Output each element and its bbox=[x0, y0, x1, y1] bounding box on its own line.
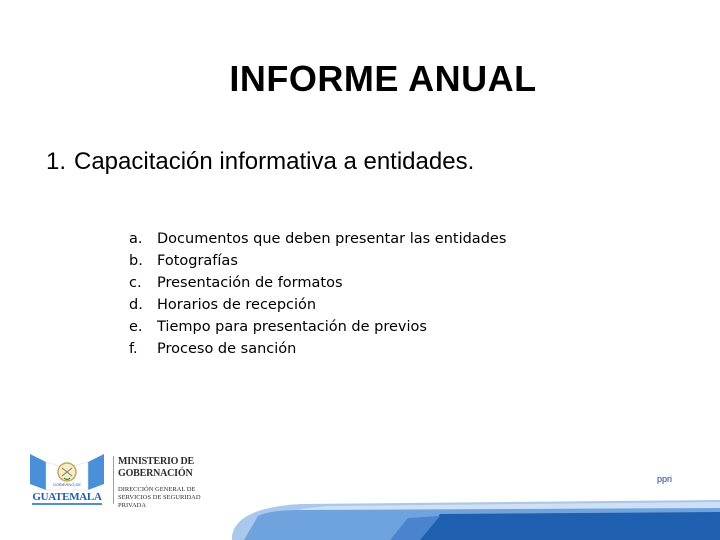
directorate-line-2: SERVICIOS DE SEGURIDAD PRIVADA bbox=[118, 494, 201, 509]
list-item bbox=[129, 228, 506, 250]
list-item-text: Documentos que deben presentar las entidades bbox=[157, 231, 507, 247]
list-item-letter: e. bbox=[129, 319, 143, 335]
svg-text:GOBIERNO DE: GOBIERNO DE bbox=[52, 482, 82, 487]
section-heading bbox=[46, 148, 474, 176]
section-heading-text: Capacitación informativa a entidades. bbox=[74, 148, 475, 175]
list-item-text: Fotografías bbox=[157, 253, 238, 269]
list-item-text: Proceso de sanción bbox=[157, 341, 297, 357]
directorate-line-1: DIRECCIÓN GENERAL DE bbox=[118, 486, 196, 493]
ministry-name: MINISTERIO DE GOBERNACIÓN bbox=[118, 456, 195, 479]
list-item-letter: d. bbox=[129, 297, 143, 313]
list-item-letter: b. bbox=[129, 253, 143, 269]
list-item bbox=[129, 294, 506, 316]
footer-tag: ppri bbox=[657, 474, 673, 484]
emblem-name: GUATEMALA bbox=[32, 491, 102, 503]
list-item-letter: c. bbox=[129, 275, 142, 291]
list-item bbox=[129, 272, 506, 294]
list-item-letter: f. bbox=[129, 341, 138, 357]
list-item bbox=[129, 250, 506, 272]
list-item bbox=[129, 316, 506, 338]
list-item-text: Presentación de formatos bbox=[157, 275, 343, 291]
topic-list bbox=[129, 228, 506, 360]
section-number: 1. bbox=[46, 148, 67, 175]
list-item-text: Horarios de recepción bbox=[157, 297, 317, 313]
footer-decoration bbox=[0, 500, 720, 540]
ministry-logo-text bbox=[113, 456, 228, 509]
list-item-text: Tiempo para presentación de previos bbox=[157, 319, 427, 335]
slide-title: INFORME ANUAL bbox=[229, 58, 537, 99]
list-item-letter: a. bbox=[129, 231, 143, 247]
list-item bbox=[129, 338, 506, 360]
